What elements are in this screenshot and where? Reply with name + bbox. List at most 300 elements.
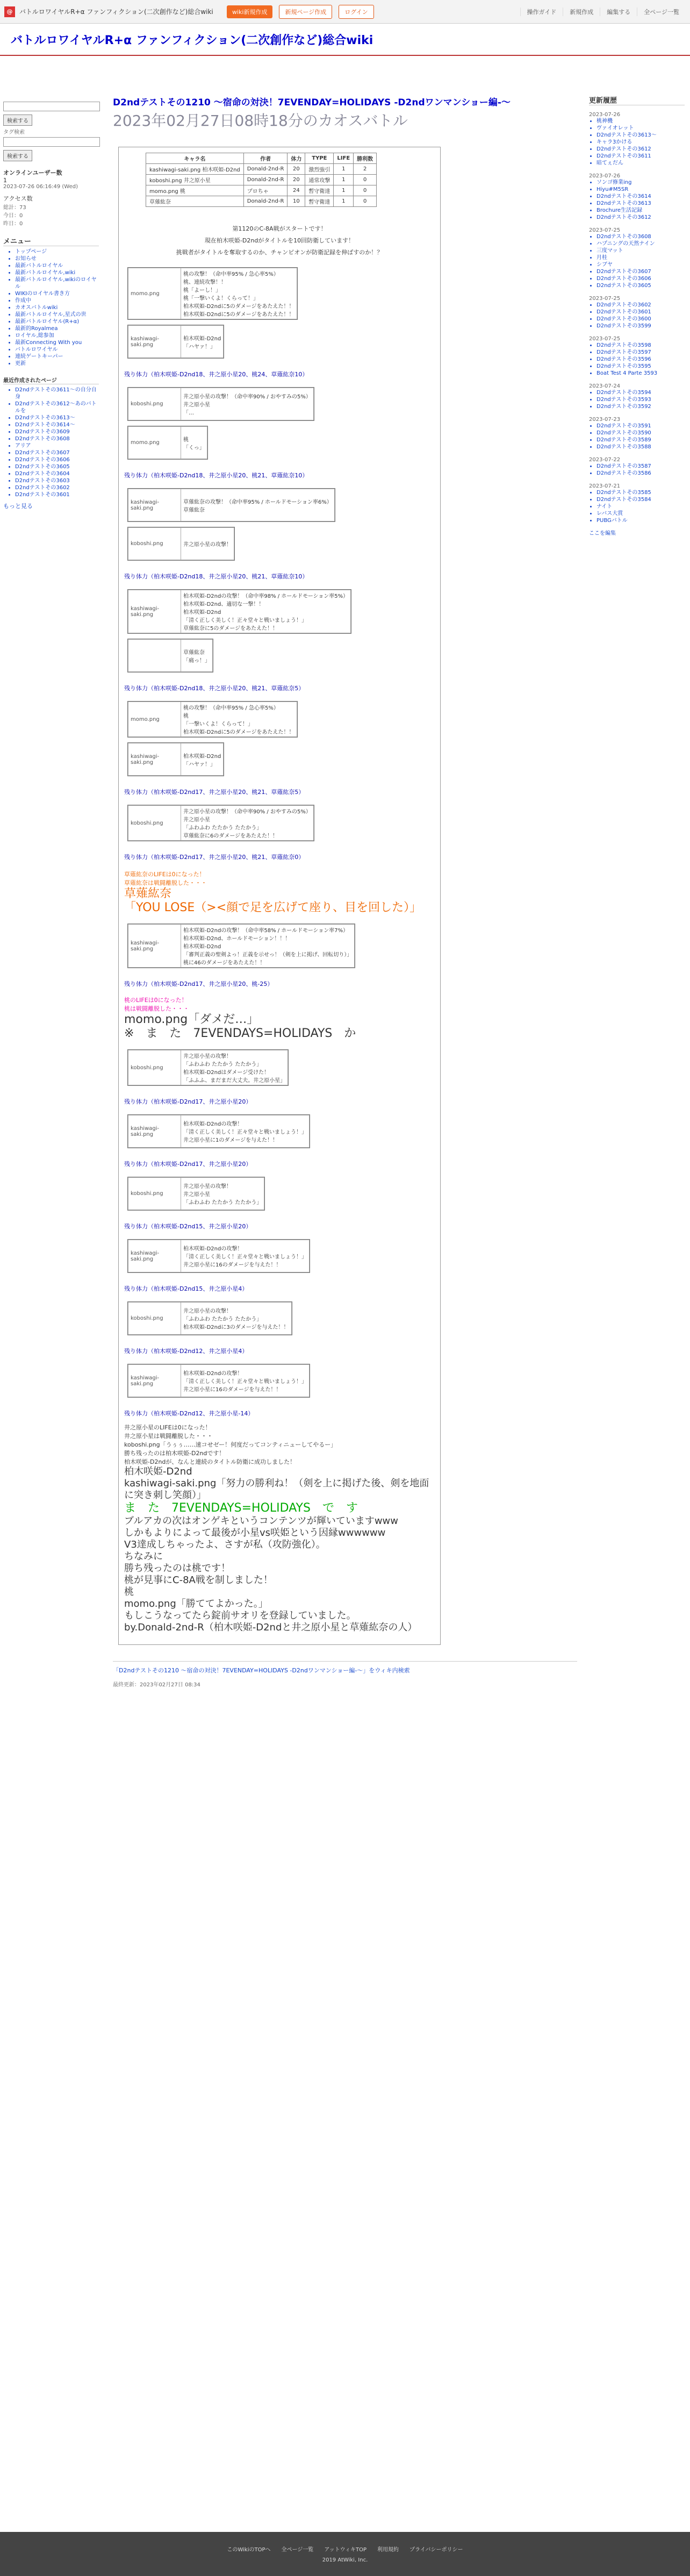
table-cell: 1	[334, 164, 354, 175]
battle-lines	[181, 925, 355, 968]
table-row	[146, 185, 377, 196]
menu-item[interactable]: • トップページ	[15, 248, 99, 255]
footer	[0, 2532, 690, 2576]
search-button[interactable]: 検索する	[3, 115, 32, 126]
battle-box	[127, 924, 355, 968]
turn	[124, 1049, 435, 1106]
battle-line: 柏木咲姫-D2ndに5のダメージをあたえた！！	[183, 304, 294, 310]
turn	[124, 924, 435, 988]
table-cell: 20	[288, 175, 305, 185]
status-line: 残り体力（柏木咲姫-D2nd12、井之原小星4）	[124, 1348, 248, 1355]
battle-line: 「痛っ！」	[183, 657, 210, 664]
update-date: 2023-07-22	[589, 457, 621, 463]
table-cell: Donald-2nd-R	[243, 175, 288, 185]
menu-item[interactable]: • カオスバトルwiki	[15, 304, 99, 311]
table-cell: 通常攻撃	[305, 175, 334, 185]
update-date: 2023-07-23	[589, 417, 621, 423]
update-item[interactable]: • PUBGバトル	[596, 517, 685, 524]
update-item[interactable]: • D2ndテストその3591	[596, 423, 685, 430]
menu-item[interactable]: • 最新的Royalmea	[15, 325, 99, 332]
access-total: 総計：73	[3, 205, 26, 211]
battle-line: 「清く正しく美しく！正々堂々と戦いましょう！」	[183, 1129, 307, 1135]
battle-line: 桃に46のダメージをあたえた！！	[183, 960, 265, 966]
battle-lines	[181, 640, 213, 672]
battle-line: 柏木咲姫-D2nd	[183, 335, 221, 342]
footer-link[interactable]: 全ページ一覧	[281, 2547, 314, 2553]
battle-turns	[124, 267, 435, 861]
update-item[interactable]: • D2ndテストその3596	[596, 356, 685, 363]
battle-lines	[181, 489, 335, 521]
table-cell: 0	[354, 185, 377, 196]
wiki-name[interactable]: バトルロワイヤルR+α ファンフィクション(二次創作など)総合wiki	[11, 33, 373, 47]
site-title[interactable]: バトルロワイヤルR+α ファンフィクション(二次創作など)総合wiki	[19, 8, 213, 16]
footer-link[interactable]: プライバシーポリシー	[409, 2547, 463, 2553]
battle-line: 草薙紘奈	[183, 507, 205, 513]
battle-lines	[181, 1303, 292, 1335]
page-subtitle: 2023年02月27日08時18分のカオスバトル	[113, 112, 408, 130]
tag-search-button[interactable]: 検索する	[3, 150, 32, 161]
access-today: 今日：0	[3, 213, 23, 219]
main-content	[113, 91, 577, 1688]
update-date: 2023-07-24	[589, 383, 621, 389]
momo-out-block	[124, 996, 435, 1041]
copyright: 2019 AtWiki, Inc.	[322, 2557, 368, 2563]
recent-item[interactable]: • D2ndテストその3604	[15, 470, 99, 477]
update-list	[589, 233, 685, 289]
footer-link[interactable]: 利用規約	[377, 2547, 399, 2553]
nav-edit[interactable]: 編集する	[600, 8, 637, 16]
ending-line: 柏木咲姫-D2nd	[124, 1466, 192, 1477]
battle-line: 柏木咲姫-D2nd	[183, 944, 221, 950]
ending-line: ちなみに	[124, 1551, 163, 1562]
menu-item[interactable]: • 連続ゲートキーパー	[15, 353, 99, 360]
update-item[interactable]: • D2ndテストその3606	[596, 275, 685, 282]
menu-item[interactable]: • ロイヤル,総参加	[15, 332, 99, 339]
nav-guide[interactable]: 操作ガイド	[520, 8, 563, 16]
update-item[interactable]: • D2ndテストその3598	[596, 342, 685, 349]
footer-link[interactable]: アットウィキTOP	[324, 2547, 367, 2553]
battle-line: 柏木咲姫-D2ndの攻撃！	[183, 1246, 243, 1252]
update-list	[589, 179, 685, 221]
lose-line: 「YOU LOSE（><顔で足を広げて座り、目を回した）」	[124, 901, 422, 914]
update-item[interactable]: • D2ndテストその3595	[596, 363, 685, 370]
search-in-wiki-link[interactable]: 「D2ndテストその1210 〜宿命の対決！7EVENDAY=HOLIDAYS -D2ndワンマンショー編-〜」をウィキ内検索	[113, 1667, 410, 1674]
table-cell: kashiwagi-saki.png 柏木咲姫-D2nd	[146, 164, 244, 175]
update-item[interactable]: • D2ndテストその3613	[596, 200, 685, 207]
battle-line: 井之原小星に1のダメージを与えた！！	[183, 1137, 278, 1143]
table-cell: 0	[354, 196, 377, 207]
character-image: kashiwagi-saki.png	[128, 1115, 181, 1148]
menu-item[interactable]: • WIKIのロイヤル書き方	[15, 290, 99, 297]
update-date: 2023-07-26	[589, 112, 621, 118]
recent-item[interactable]: • D2ndテストその3609	[15, 428, 99, 435]
menu-item[interactable]: • 最新バトルロイヤル(R+α)	[15, 318, 99, 325]
battle-line: 井之原小星の攻撃！	[183, 542, 232, 548]
lose-line: 草薙紘奈	[124, 887, 172, 900]
battle-box	[127, 701, 298, 738]
update-history	[589, 112, 685, 524]
recent-item[interactable]: • D2ndテストその3606	[15, 456, 99, 463]
status-line: 残り体力（柏木咲姫-D2nd17、井之原小星20）	[124, 1098, 252, 1105]
update-item[interactable]: • ナイト	[596, 503, 685, 510]
update-item[interactable]: • D2ndテストその3600	[596, 316, 685, 323]
table-header-row	[146, 153, 377, 164]
update-item[interactable]: • D2ndテストその3584	[596, 496, 685, 503]
battle-line: 井之原小星に16のダメージを与えた！！	[183, 1262, 282, 1268]
battle-line: 桃「よーし！」	[183, 288, 221, 294]
update-item[interactable]: • ソンゴ修業ing	[596, 179, 685, 186]
login-button[interactable]: ログイン	[339, 5, 373, 19]
ending-line: kashiwagi-saki.png「努力の勝利ね！（剣を上に掲げた後、剣を地面に突き刺し笑顔）」	[124, 1478, 429, 1501]
recent-item[interactable]: • D2ndテストその3614〜	[15, 421, 99, 428]
battle-line: 草薙紘奈の攻撃！（命中率95% / ホールドモーション率6%）	[183, 499, 332, 505]
update-item[interactable]: • D2ndテストその3597	[596, 349, 685, 356]
update-item[interactable]: • D2ndテストその3585	[596, 489, 685, 496]
battle-line: 「ふわふわ たたかう たたかう」	[183, 1062, 262, 1068]
battle-lines	[181, 1365, 310, 1397]
recent-item[interactable]: • D2ndテストその3611〜の自分自身	[15, 387, 99, 400]
update-item[interactable]: • D2ndテストその3599	[596, 323, 685, 330]
battle-line: 柏木咲姫-D2ndに5のダメージをあたえた！！	[183, 729, 294, 735]
momo-out-line: 桃は戦闘離脱した・・・	[124, 1005, 189, 1012]
menu-item[interactable]: • 作成中	[15, 297, 99, 304]
battle-lines	[181, 702, 297, 737]
update-item[interactable]: • D2ndテストその3590	[596, 430, 685, 437]
battle-line: 柏木咲姫-D2ndに3のダメージを与えた！！	[183, 1325, 289, 1330]
recent-list	[3, 387, 99, 498]
table-cell: 1	[334, 185, 354, 196]
character-image: kashiwagi-saki.png	[128, 925, 181, 968]
table-cell: 激烈強引	[305, 164, 334, 175]
battle-line: 桃の攻撃！（命中率95% / 急心率5%）	[183, 705, 279, 711]
update-list	[589, 423, 685, 450]
recent-item[interactable]: • アリア	[15, 442, 99, 449]
update-item[interactable]: • ヴァイオレット	[596, 125, 685, 132]
character-image: koboshi.png	[128, 1178, 181, 1210]
new-page-button[interactable]: 新規ページ作成	[279, 5, 332, 19]
battle-line: 柏木咲姫-D2nd	[183, 753, 221, 760]
online-label: オンラインユーザー数	[3, 169, 62, 176]
status-line: 残り体力（柏木咲姫-D2nd12、井之原小星-14）	[124, 1410, 254, 1417]
page-title: D2ndテストその1210 〜宿命の対決！7EVENDAY=HOLIDAYS -D2ndワンマンショー編-〜	[113, 97, 511, 108]
update-history-head: 更新履歴	[589, 95, 685, 105]
update-item[interactable]: • 暗てぇだん	[596, 160, 685, 167]
turn	[124, 1239, 435, 1293]
turn	[124, 589, 435, 692]
battle-line: 「…	[183, 410, 194, 416]
turn	[124, 387, 435, 480]
character-table	[146, 153, 377, 207]
menu-item[interactable]: • お知らせ	[15, 255, 99, 262]
battle-line: 「くっ」	[183, 445, 205, 451]
turn	[124, 1364, 435, 1418]
lose-block	[124, 870, 435, 915]
menu-list	[3, 248, 99, 367]
battle-lines	[181, 590, 351, 633]
battle-lines	[181, 1050, 288, 1085]
menu-item[interactable]: • 最新バトルロイヤル,wiki	[15, 269, 99, 276]
menu-item[interactable]: • 最新バトルロイヤル,wikiのロイヤル	[15, 276, 99, 290]
battle-line: 「ふふふ、まだまだ大丈夫。井之原小星」	[183, 1078, 286, 1084]
recent-item[interactable]: • D2ndテストその3605	[15, 463, 99, 470]
recent-item[interactable]: • D2ndテストその3613〜	[15, 414, 99, 421]
table-cell: 10	[288, 196, 305, 207]
climax-block	[124, 924, 435, 988]
table-header-cell: 作者	[243, 153, 288, 164]
status-line: 残り体力（柏木咲姫-D2nd18、井之原小星20、桃21、草薙紘奈10）	[124, 573, 308, 580]
battle-box	[127, 527, 235, 561]
intro-line: 挑戦者がタイトルを奪取するのか、チャンピオンが防衛記録を伸ばすのか！？	[176, 249, 383, 256]
update-list	[589, 342, 685, 377]
battle-line: 井之原小星	[183, 1192, 210, 1198]
update-item[interactable]: • D2ndテストその3612	[596, 146, 685, 153]
late-turns	[124, 1049, 435, 1418]
table-header-cell: 勝利数	[354, 153, 377, 164]
battle-line: 草薙紘奈	[183, 649, 205, 656]
character-image: kashiwagi-saki.png	[128, 590, 181, 633]
battle-box	[127, 1177, 265, 1211]
battle-line: 「清く正しく美しく！正々堂々と戦いましょう！」	[183, 1254, 307, 1260]
update-item[interactable]: • D2ndテストその3608	[596, 233, 685, 240]
menu-item[interactable]: • 最新Connecting With you	[15, 339, 99, 346]
status-line: 残り体力（柏木咲姫-D2nd18、井之原小星20、桃21、草薙紘奈10）	[124, 472, 308, 479]
recent-item[interactable]: • D2ndテストその3612〜あのバトルを	[15, 400, 99, 414]
battle-box	[127, 639, 213, 672]
recent-item[interactable]: • D2ndテストその3602	[15, 484, 99, 491]
table-cell: 暫守衛達	[305, 196, 334, 207]
status-line: 残り体力（柏木咲姫-D2nd18、井之原小星20、桃21、草薙紘奈5）	[124, 685, 305, 692]
update-item[interactable]: • D2ndテストその3589	[596, 437, 685, 443]
update-item[interactable]: • レバス大賞	[596, 510, 685, 517]
status-line: 残り体力（柏木咲姫-D2nd15、井之原小星20）	[124, 1223, 252, 1230]
turn	[124, 1177, 435, 1230]
update-item[interactable]: • キャラ3かける	[596, 139, 685, 146]
update-item[interactable]: • D2ndテストその3601	[596, 309, 685, 316]
battle-line: 井之原小星の攻撃！（命中率90% / おやすみの5%）	[183, 394, 311, 400]
table-cell: 暫守衛達	[305, 185, 334, 196]
battle-line: 桃の攻撃！（命中率95% / 急心率5%）	[183, 271, 279, 277]
update-item[interactable]: • D2ndテストその3607	[596, 268, 685, 275]
battle-lines	[181, 388, 314, 420]
menu-item[interactable]: • バトルロワイヤル	[15, 346, 99, 353]
wiki-header	[0, 24, 690, 56]
battle-line: 井之原小星の攻撃！	[183, 1308, 232, 1314]
table-cell: 1	[334, 196, 354, 207]
menu-head: メニュー	[3, 235, 99, 246]
update-item[interactable]: • D2ndテストその3602	[596, 302, 685, 309]
status-line: 残り体力（柏木咲姫-D2nd17、井之原小星20、桃21、草薙紘奈0）	[124, 854, 305, 861]
nav-new[interactable]: 新規作成	[563, 8, 600, 16]
turn	[124, 805, 435, 861]
edit-here-link[interactable]: ここを編集	[589, 531, 616, 536]
battle-line: 柏木咲姫-D2ndはダメージ受けた！	[183, 1070, 270, 1076]
turn	[124, 267, 435, 378]
battle-box	[127, 1049, 289, 1086]
ending-line: 井之原小星のLIFEは0になった！	[124, 1424, 211, 1431]
ending-line: 勝ち残ったのは桃です！	[124, 1563, 231, 1574]
update-item[interactable]: • シブヤ	[596, 261, 685, 268]
update-item[interactable]: • D2ndテストその3605	[596, 282, 685, 289]
battle-line: 柏木咲姫-D2nd	[183, 610, 221, 616]
wiki-create-button[interactable]: wiki新規作成	[227, 5, 272, 18]
battle-line: 草薙紘奈に5のダメージをあたえた！！	[183, 626, 278, 632]
status-line: 残り体力（柏木咲姫-D2nd17、井之原小星20、桃21、草薙紘奈5）	[124, 789, 305, 796]
ending-line: 勝ち残ったのは柏木咲姫-D2ndです！	[124, 1450, 225, 1457]
battle-line: 「ハヤァ！」	[183, 761, 215, 768]
table-header-cell: 体力	[288, 153, 305, 164]
battle-line: 「審判正義の聖剣よっ！正義を示せっ！（剣を上に掲げ、回転切り）」	[183, 952, 353, 958]
battle-line: 柏木咲姫-D2ndの攻撃！	[183, 1121, 243, 1127]
battle-line: 井之原小星の攻撃！（命中率90% / おやすみの5%）	[183, 809, 311, 815]
battle-box	[127, 1364, 310, 1398]
battle-line: 「ふわふわ たたかう たたかう」	[183, 825, 262, 831]
status-line: 残り体力（柏木咲姫-D2nd17、井之原小星20）	[124, 1161, 252, 1168]
ending-line: ま た 7EVENDAYS=HOLIDAYS で す	[124, 1501, 358, 1515]
battle-lines	[181, 743, 224, 776]
update-item[interactable]: • D2ndテストその3614	[596, 193, 685, 200]
update-item[interactable]: • D2ndテストその3612	[596, 214, 685, 221]
update-item[interactable]: • 桃神機	[596, 118, 685, 125]
table-header-cell: TYPE	[305, 153, 334, 164]
site-logo-icon[interactable]: @	[4, 6, 15, 17]
momo-out-line: ※ ま た 7EVENDAYS=HOLIDAYS か	[124, 1027, 356, 1040]
recent-item[interactable]: • D2ndテストその3607	[15, 449, 99, 456]
table-row	[146, 164, 377, 175]
battle-line: 柏木咲姫-D2ndに5のダメージをあたえた！！	[183, 312, 294, 318]
character-image: koboshi.png	[128, 528, 181, 560]
battle-box	[127, 488, 335, 522]
table-cell: 草薙紘奈	[146, 196, 244, 207]
access-yesterday: 昨日：0	[3, 221, 23, 227]
status-line: 残り体力（柏木咲姫-D2nd15、井之原小星4）	[124, 1285, 248, 1292]
battle-line: 井之原小星の攻撃！	[183, 1184, 232, 1190]
update-item[interactable]: • Boat Test 4 Parte 3593	[596, 370, 685, 377]
more-link[interactable]: もっと見る	[3, 503, 33, 510]
battle-line: 草薙紘奈に6のダメージをあたえた！！	[183, 833, 278, 839]
update-list	[589, 118, 685, 167]
update-item[interactable]: • D2ndテストその3586	[596, 470, 685, 477]
table-cell: プロちゃ	[243, 185, 288, 196]
battle-line: 井之原小星の攻撃！	[183, 1054, 232, 1060]
ending-line: koboshi.png「うぅぅ……速コせゼー！何度だってコンティニューしてやるー」	[124, 1441, 337, 1448]
battle-line: 「清く正しく美しく！正々堂々と戦いましょう！」	[183, 1379, 307, 1385]
menu-item[interactable]: • 最新バトルロイヤル,星式の世	[15, 311, 99, 318]
ending-line: 桃が見事にC-8A戦を制しました！	[124, 1575, 273, 1586]
table-cell: koboshi.png 井之原小星	[146, 175, 244, 185]
character-image: kashiwagi-saki.png	[128, 743, 181, 776]
table-cell: 0	[354, 175, 377, 185]
nav-all-pages[interactable]: 全ページ一覧	[637, 8, 686, 16]
ending-line: V3達成しちゃったよ、さすが私（攻防強化）。	[124, 1539, 326, 1550]
battle-line: 柏木咲姫-D2ndの攻撃！（命中率98% / ホールドモーション率5%）	[183, 593, 349, 599]
intro-text	[124, 223, 435, 259]
battle-line: 柏木咲姫-D2nd、適切な一撃！！	[183, 602, 264, 607]
battle-line: 桃	[183, 437, 189, 443]
left-sidebar	[0, 97, 102, 513]
battle-lines	[181, 1115, 310, 1148]
update-item[interactable]: • Hiyu#M5SR	[596, 186, 685, 193]
update-item[interactable]: • D2ndテストその3587	[596, 463, 685, 470]
ending-line: 柏木咲姫-D2ndが、なんと連続のタイトル防衛に成功しました！	[124, 1458, 296, 1465]
battle-lines	[181, 806, 314, 841]
tag-search-input[interactable]	[3, 137, 100, 147]
update-item[interactable]: • 三度マット	[596, 247, 685, 254]
battle-lines	[181, 528, 234, 560]
momo-out-line: 桃のLIFEは0になった！	[124, 997, 188, 1004]
update-item[interactable]: • D2ndテストその3613〜	[596, 132, 685, 139]
update-item[interactable]: • D2ndテストその3611	[596, 153, 685, 160]
update-item[interactable]: • D2ndテストその3592	[596, 403, 685, 410]
battle-lines	[181, 268, 297, 319]
footer-links	[0, 2545, 690, 2553]
battle-box	[127, 387, 314, 421]
table-cell: Donald-2nd-R	[243, 196, 288, 207]
top-right-nav	[520, 8, 686, 16]
battle-lines	[181, 427, 207, 459]
update-item[interactable]: • D2ndテストその3593	[596, 396, 685, 403]
turn	[124, 1301, 435, 1355]
ending-line: 桃	[124, 1586, 134, 1598]
lose-line: 草薙紘奈は戦闘離脱した・・・	[124, 879, 207, 886]
ending-line: momo.png「勝ててよかった。」	[124, 1598, 268, 1609]
recent-item[interactable]: • D2ndテストその3603	[15, 477, 99, 484]
momo-out-line: momo.png「ダメだ…」	[124, 1013, 259, 1026]
intro-line: 第1120のC-8A戦がスタートです！	[232, 225, 327, 232]
recent-item[interactable]: • D2ndテストその3601	[15, 491, 99, 498]
character-image: kashiwagi-saki.png	[128, 1365, 181, 1397]
battle-box	[127, 1301, 292, 1335]
update-item[interactable]: • 月桂	[596, 254, 685, 261]
recent-head: 最近作成されたページ	[3, 376, 99, 384]
turn	[124, 488, 435, 581]
battle-line: 柏木咲姫-D2ndの攻撃！	[183, 1371, 243, 1377]
battle-box	[127, 267, 298, 320]
update-item[interactable]: • Brochure生活記録	[596, 207, 685, 214]
character-image: koboshi.png	[128, 806, 181, 841]
update-date: 2023-07-25	[589, 227, 621, 233]
article-footer	[113, 1661, 577, 1688]
table-cell: 2	[354, 164, 377, 175]
table-row	[146, 196, 377, 207]
character-image: kashiwagi-saki.png	[128, 1240, 181, 1272]
ending-line: by.Donald-2nd-R（柏木咲姫-D2ndと井之原小星と草薙紘奈の人）	[124, 1622, 418, 1633]
battle-box	[127, 589, 351, 634]
menu-item[interactable]: • 最新バトルロイヤル	[15, 262, 99, 269]
update-item[interactable]: • D2ndテストその3594	[596, 389, 685, 396]
turn	[124, 701, 435, 796]
battle-box	[127, 742, 224, 776]
ending-block	[124, 1423, 435, 1634]
update-date: 2023-07-25	[589, 336, 621, 342]
update-item[interactable]: • ハプニングの天然ナイン	[596, 240, 685, 247]
battle-card	[118, 147, 441, 1645]
character-image: momo.png	[128, 702, 181, 737]
character-image: kashiwagi-saki.png	[128, 326, 181, 358]
search-input[interactable]	[3, 102, 100, 111]
recent-item[interactable]: • D2ndテストその3608	[15, 435, 99, 442]
update-list	[589, 463, 685, 477]
table-header-cell: LIFE	[334, 153, 354, 164]
battle-lines	[181, 1240, 310, 1272]
table-cell: 24	[288, 185, 305, 196]
update-item[interactable]: • D2ndテストその3588	[596, 443, 685, 450]
ending-line: ブルアカの次はオンゲキというコンテンツが輝いていますwww	[124, 1515, 399, 1527]
footer-link[interactable]: このWikiのTOPへ	[227, 2547, 271, 2553]
battle-line: 桃、連続攻撃！！	[183, 280, 226, 285]
status-line: 残り体力（柏木咲姫-D2nd17、井之原小星20、桃-25）	[124, 981, 274, 988]
menu-item[interactable]: • 更新	[15, 360, 99, 367]
battle-box	[127, 1239, 310, 1273]
